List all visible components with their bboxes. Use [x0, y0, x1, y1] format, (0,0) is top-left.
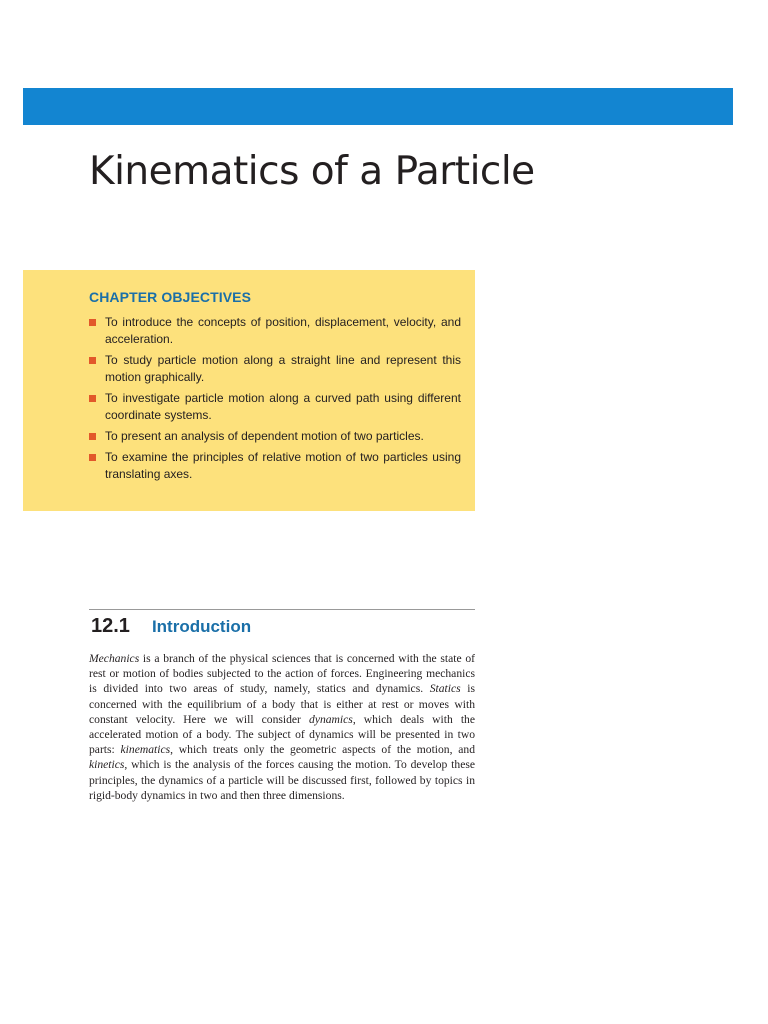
term-kinematics: kinematics: [120, 743, 171, 757]
objective-text: To introduce the concepts of position, displacement, velocity, and acceleration.: [105, 315, 461, 346]
chapter-title: Kinematics of a Particle: [89, 149, 535, 194]
square-bullet-icon: [89, 433, 96, 440]
paragraph-text: , which is the analysis of the forces causing the motion. To develop these principles, the dynamics of a particle will be discussed first, followed by topics in rigid-body dynamics in two and then three dimensions.: [89, 758, 475, 802]
square-bullet-icon: [89, 319, 96, 326]
term-dynamics: dynamics: [309, 712, 353, 726]
objectives-list: [89, 314, 461, 483]
objective-item: [89, 314, 461, 348]
objective-item: [89, 428, 461, 445]
term-mechanics: Mechanics: [89, 652, 140, 665]
objective-text: To examine the principles of relative motion of two particles using translating axes.: [105, 450, 461, 481]
objective-text: To present an analysis of dependent motion of two particles.: [105, 429, 424, 443]
objectives-heading: CHAPTER OBJECTIVES: [89, 289, 252, 305]
objective-item: [89, 449, 461, 483]
square-bullet-icon: [89, 357, 96, 364]
section-divider: [89, 609, 475, 610]
objective-item: [89, 352, 461, 386]
paragraph-text: , which treats only the geometric aspects of the motion, and: [170, 743, 476, 757]
objective-item: [89, 390, 461, 424]
chapter-objectives-box: [23, 270, 475, 511]
term-kinetics: kinetics: [89, 758, 125, 772]
objective-text: To study particle motion along a straight line and represent this motion graphically.: [105, 353, 461, 384]
section-heading: [91, 612, 251, 640]
paragraph-text: , which deals with the accelerated motion of a body. The subject of dynamics will be presented in two parts:: [89, 712, 475, 757]
square-bullet-icon: [89, 395, 96, 402]
section-number: 12.1: [91, 615, 130, 637]
objective-text: To investigate particle motion along a curved path using different coordinate systems.: [105, 391, 461, 422]
term-statics: Statics: [429, 682, 461, 696]
section-title: Introduction: [151, 617, 252, 636]
introduction-paragraph: [89, 651, 475, 803]
paragraph-text: is concerned with the equilibrium of a body that is either at rest or moves with constant velocity. Here we will consider: [89, 682, 476, 726]
chapter-banner: [23, 88, 733, 125]
paragraph-text: is a branch of the physical sciences that is concerned with the state of rest or motion of bodies subjected to the action of forces. Engineering mechanics is divided into two areas of study, namely, statics and dynamics.: [89, 652, 475, 696]
square-bullet-icon: [89, 454, 96, 461]
